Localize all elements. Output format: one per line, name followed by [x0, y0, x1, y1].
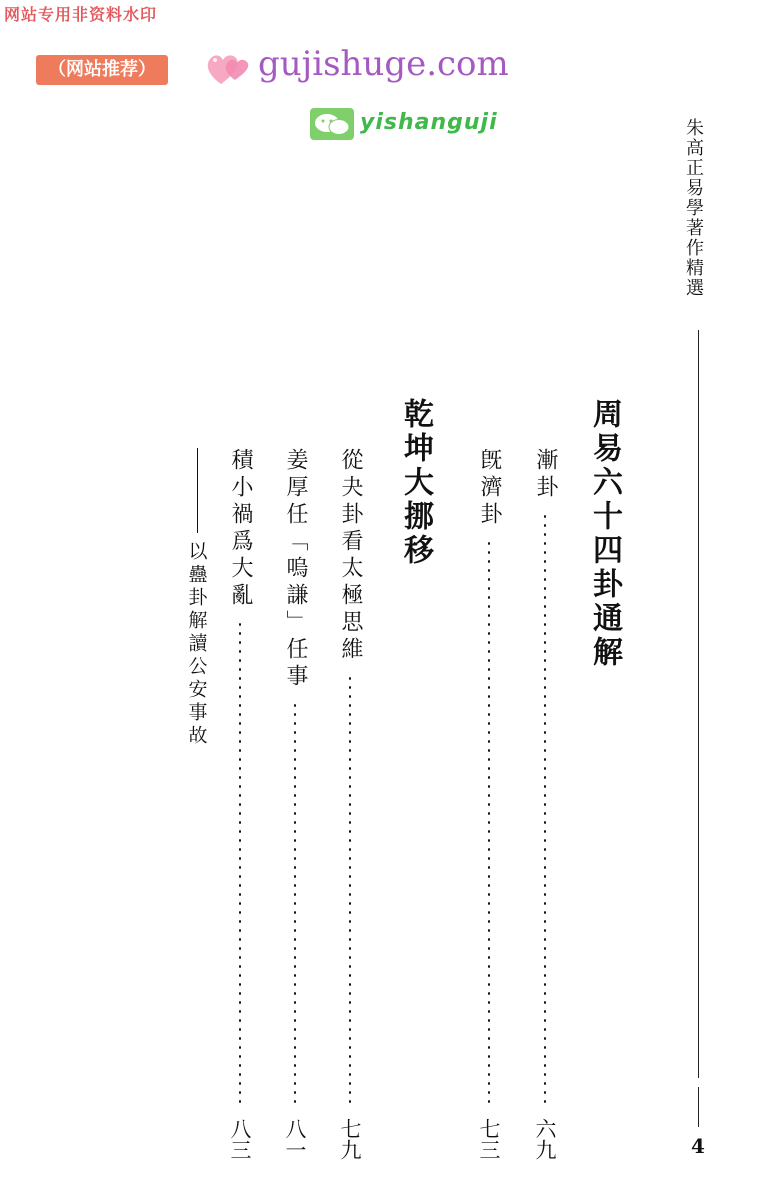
section-heading: 周易六十四卦通解 [587, 398, 622, 670]
wechat-id: yishanguji [360, 110, 498, 135]
entry-title: 從夬卦看太極思維 [338, 448, 363, 664]
running-head: 朱高正易學著作精選 [683, 118, 704, 298]
entry-page: 八三 [228, 1118, 252, 1160]
entry-subtitle [184, 448, 210, 748]
toc-entry[interactable] [335, 448, 365, 1160]
site-url: gujishuge.com [258, 44, 509, 84]
entry-title: 旣濟卦 [477, 448, 502, 529]
toc-entry[interactable] [225, 448, 255, 1160]
dot-leader [294, 701, 296, 1106]
entry-page: 七三 [477, 1118, 501, 1160]
entry-page: 八一 [283, 1118, 307, 1160]
entry-title: 姜厚任「嗚謙」任事 [283, 448, 308, 691]
section-heading: 乾坤大挪移 [398, 398, 433, 568]
wechat-icon [310, 108, 354, 140]
dot-leader [544, 512, 546, 1106]
entry-title: 漸卦 [533, 448, 558, 502]
dot-leader [488, 539, 490, 1106]
toc-entry[interactable] [280, 448, 310, 1160]
toc-entry[interactable] [530, 448, 560, 1160]
toc-entry[interactable] [474, 448, 504, 1160]
dash-rule [197, 448, 198, 533]
recommend-badge: （网站推荐） [36, 55, 168, 85]
page-number: 4 [691, 1134, 705, 1158]
margin-rule [698, 1087, 699, 1127]
margin-rule [698, 330, 699, 1078]
entry-page: 七九 [338, 1118, 362, 1160]
dot-leader [349, 674, 351, 1106]
watermark-text: 网站专用非资料水印 [4, 5, 158, 24]
entry-page: 六九 [533, 1118, 557, 1160]
entry-title: 積小禍爲大亂 [228, 448, 253, 610]
hearts-icon [203, 46, 255, 90]
dot-leader [239, 620, 241, 1106]
subtitle-text: 以蠱卦解讀公安事故 [185, 541, 208, 748]
